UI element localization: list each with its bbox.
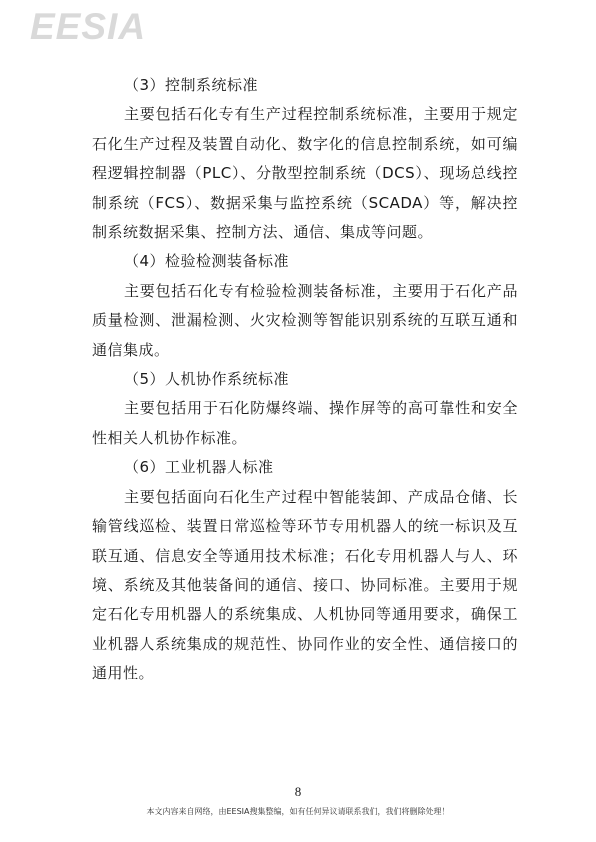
section-paragraph: 主要包括石化专有检验检测装备标准，主要用于石化产品质量检测、泄漏检测、火灾检测等智能识别系统的互联互通和通信集成。 bbox=[92, 281, 518, 359]
eesia-logo: EESIA bbox=[30, 6, 147, 47]
section-human-machine bbox=[92, 365, 518, 453]
section-industrial-robot bbox=[92, 453, 518, 688]
section-heading: （5）人机协作系统标准 bbox=[124, 370, 290, 389]
section-paragraph: 主要包括用于石化防爆终端、操作屏等的高可靠性和安全性相关人机协作标准。 bbox=[92, 399, 518, 447]
section-control-system bbox=[92, 71, 518, 247]
page-number: 8 bbox=[294, 784, 302, 799]
section-inspection-equipment bbox=[92, 247, 518, 365]
section-paragraph: 主要包括石化专有生产过程控制系统标准，主要用于规定石化生产过程及装置自动化、数字化的信息控制系统，如可编程逻辑控制器（PLC）、分散型控制系统（DCS）、现场总线控制系统（FCS）、数据采集与监控系统（SCADA）等，解决控制系统数据采集、控制方法、通信、集成等问题。 bbox=[92, 105, 518, 242]
section-heading: （3）控制系统标准 bbox=[124, 76, 259, 94]
section-paragraph: 主要包括面向石化生产过程中智能装卸、产成品仓储、长输管线巡检、装置日常巡检等环节专用机器人的统一标识及互联互通、信息安全等通用技术标准；石化专用机器人与人、环境、系统及其他装备间的通信、接口、协同标准。主要用于规定石化专用机器人的系统集成、人机协同等通用要求，确保工业机器人系统集成的规范性、协同作业的安全性、通信接口的通用性。 bbox=[92, 487, 518, 683]
document-body bbox=[92, 71, 518, 689]
section-heading: （4）检验检测装备标准 bbox=[124, 252, 290, 271]
section-heading: （6）工业机器人标准 bbox=[124, 458, 274, 477]
footer-disclaimer: 本文内容来自网络，由EESIA搜集整编，如有任何异议请联系我们，我们将删除处理！ bbox=[146, 807, 450, 816]
